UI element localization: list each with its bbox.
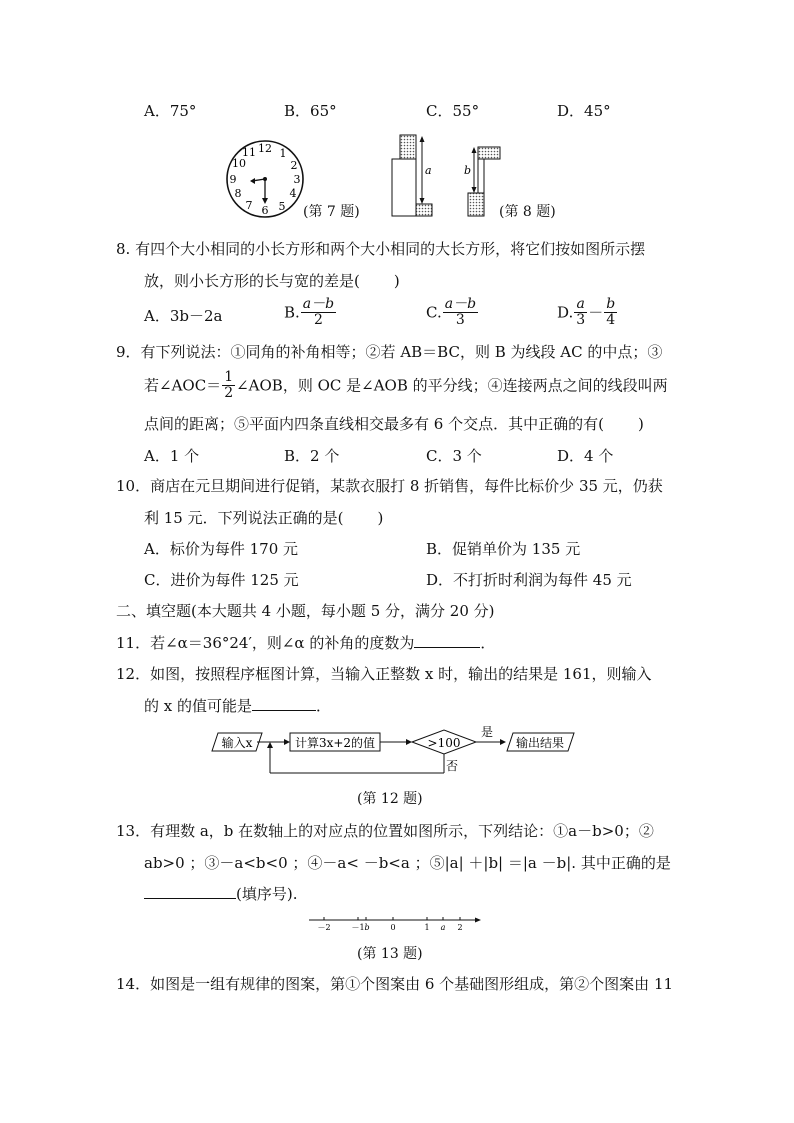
clock-number: 9 [229, 173, 237, 186]
q9-line3: 点间的距离；⑤平面内四条直线相交最多有 6 个交点．其中正确的有( ) [144, 415, 644, 433]
q13-line3: (填序号). [144, 884, 297, 904]
q8-line1: 8. 有四个大小相同的小长方形和两个大小相同的大长方形，将它们按如图所示摆 [116, 240, 646, 258]
clock-number: 2 [290, 159, 298, 172]
q7-option-d: D．45° [557, 102, 611, 120]
label-b: b [464, 164, 472, 177]
program-flowchart [210, 722, 585, 782]
tick-label: b [364, 923, 370, 932]
tick-label: 2 [457, 923, 463, 932]
q11-text: 11．若∠α＝36°24′，则∠α 的补角的度数为 ． [116, 634, 496, 652]
clock-number: 1 [279, 147, 287, 160]
q10-option-b: B．促销单价为 135 元 [426, 540, 581, 558]
clock-number: 4 [289, 187, 297, 200]
q7-option-b: B．65° [284, 102, 337, 120]
q8-option-c: C. $\frac{a-b}{3}$ [426, 296, 477, 328]
tick-label: －2 [317, 923, 331, 932]
fig7-caption: (第 7 题) [303, 204, 360, 220]
clock-figure [222, 136, 312, 222]
q9-option-c: C．3 个 [426, 447, 482, 465]
clock-number: 11 [242, 146, 256, 159]
q10-option-d: D．不打折时利润为每件 45 元 [426, 571, 632, 589]
number-line [305, 912, 487, 936]
q12-line2: 的 x 的值可能是 ． [144, 697, 332, 715]
q8-option-d: D. $\frac{a}{3}$ － $\frac{b}{4}$ [557, 296, 616, 328]
flow-compute-label: 计算3x+2的值 [294, 736, 376, 750]
tick-label: a [440, 923, 446, 932]
q7-option-c: C．55° [426, 102, 480, 120]
rectangles-figure [388, 132, 508, 222]
clock-number: 6 [261, 204, 269, 217]
flow-condition-label: >100 [427, 736, 461, 750]
fig13-caption: (第 13 题) [357, 946, 423, 962]
flow-no-label: 否 [445, 759, 459, 773]
q9-option-a: A．1 个 [144, 447, 200, 465]
q9-line2: 若∠AOC＝ $\frac{1}{2}$ ∠AOB，则 OC 是∠AOB 的平分线；④连接两点之间的线段叫两 [144, 369, 668, 401]
clock-number: 7 [245, 199, 253, 212]
q12-line1: 12．如图，按照程序框图计算，当输入正整数 x 时，输出的结果是 161，则输入 [116, 665, 652, 683]
flow-output-label: 输出结果 [515, 736, 565, 750]
clock-number: 12 [258, 142, 272, 155]
q10-option-c: C．进价为每件 125 元 [144, 571, 299, 589]
q9-option-b: B．2 个 [284, 447, 340, 465]
q13-line2: ab>0 ；③－a<b<0 ；④－a< －b<a ；⑤|a| ＋|b| ＝|a －b|. 其中正确的是 [144, 854, 671, 872]
q13-line1: 13．有理数 a，b 在数轴上的对应点的位置如图所示，下列结论：①a－b>0；② [116, 822, 654, 840]
q9-line1: 9．有下列说法：①同角的补角相等；②若 AB＝BC，则 B 为线段 AC 的中点；③ [116, 343, 663, 361]
q10-line1: 10．商店在元旦期间进行促销，某款衣服打 8 折销售，每件比标价少 35 元，仍获 [116, 477, 663, 495]
clock-number: 3 [293, 173, 301, 186]
tick-label: 1 [424, 923, 430, 932]
q10-option-a: A．标价为每件 170 元 [144, 540, 298, 558]
q8-option-a: A．3b－2a [144, 307, 223, 325]
q14-line1: 14．如图是一组有规律的图案，第①个图案由 6 个基础图形组成，第②个图案由 11 [116, 975, 674, 993]
clock-number: 8 [234, 187, 242, 200]
clock-number: 5 [278, 200, 286, 213]
q8-option-b: B. $\frac{a-b}{2}$ [284, 296, 335, 328]
q10-line2: 利 15 元．下列说法正确的是( ) [144, 509, 384, 527]
q7-option-a: A．75° [144, 102, 197, 120]
clock-number: 10 [232, 157, 246, 170]
fig8-caption: (第 8 题) [499, 204, 556, 220]
q9-option-d: D．4 个 [557, 447, 614, 465]
fig12-caption: (第 12 题) [357, 791, 423, 807]
tick-label: －1 [351, 923, 365, 932]
label-a: a [425, 164, 432, 177]
section-heading: 二、填空题(本大题共 4 小题，每小题 5 分，满分 20 分) [116, 602, 495, 620]
flow-yes-label: 是 [480, 725, 494, 739]
tick-label: 0 [390, 923, 396, 932]
q8-line2: 放，则小长方形的长与宽的差是( ) [144, 272, 400, 290]
flow-input-label: 输入x [221, 736, 253, 750]
